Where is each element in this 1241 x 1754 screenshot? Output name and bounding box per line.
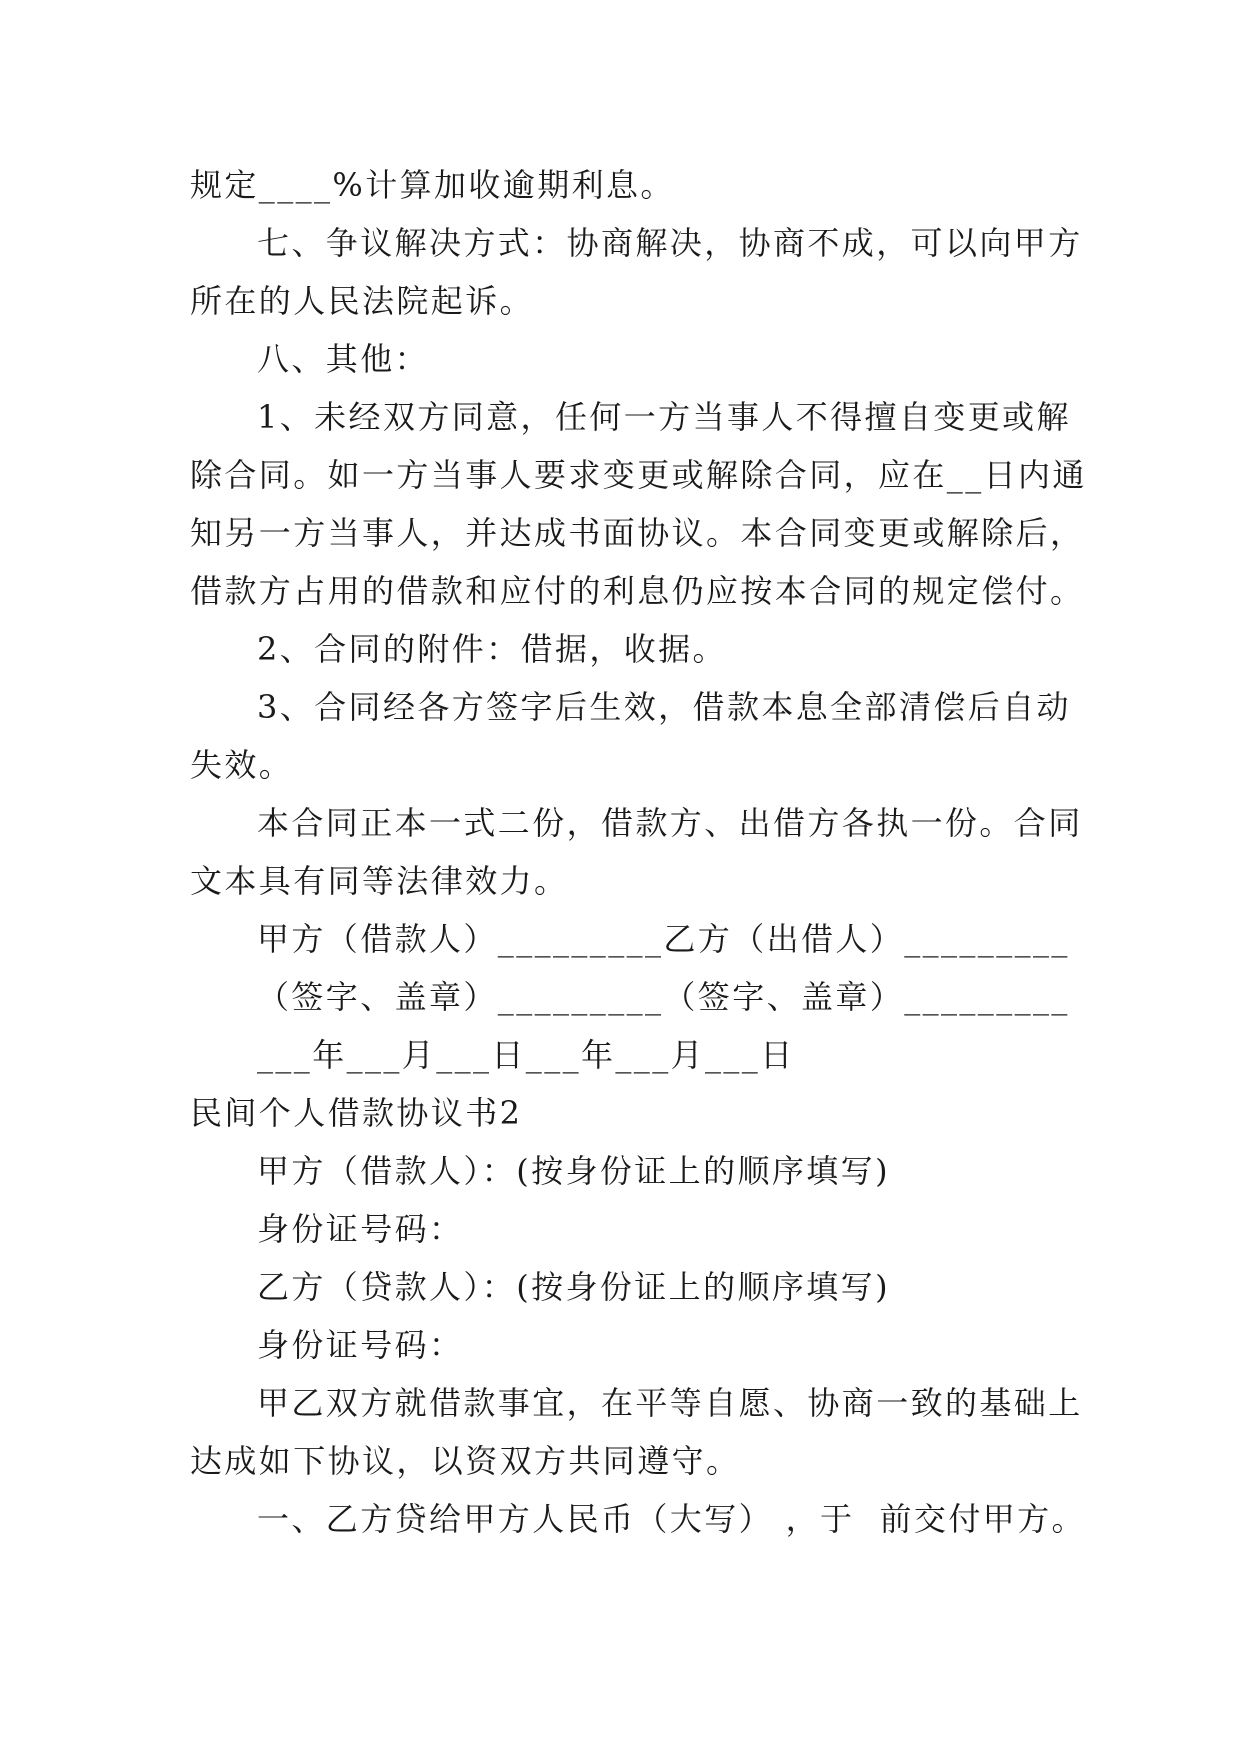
text-line: 本合同正本一式二份，借款方、出借方各执一份。合同 (257, 804, 1083, 842)
document-title: 民间个人借款协议书2 (190, 1094, 523, 1132)
section-heading: 八、其他： (257, 340, 430, 378)
signature-line: 甲方（借款人）_________乙方（出借人）_________ (257, 920, 1070, 958)
text-line: 知另一方当事人，并达成书面协议。本合同变更或解除后， (190, 514, 1085, 552)
text-line: 一、乙方贷给甲方人民币（大写） ，于 前交付甲方。 (257, 1500, 1086, 1538)
text-line: 乙方（贷款人）：(按身份证上的顺序填写) (257, 1268, 890, 1306)
text-line: 3、合同经各方签字后生效，借款本息全部清偿后自动 (257, 688, 1071, 726)
text-line: 2、合同的附件：借据，收据。 (257, 630, 727, 668)
text-line: 规定____%计算加收逾期利息。 (190, 166, 675, 204)
date-line: ___年___月___日___年___月___日 (257, 1036, 795, 1074)
text-line: 七、争议解决方式：协商解决，协商不成，可以向甲方 (257, 224, 1083, 262)
text-line: 身份证号码： (257, 1326, 464, 1364)
text-line: 所在的人民法院起诉。 (190, 282, 535, 320)
text-line: 1、未经双方同意，任何一方当事人不得擅自变更或解 (257, 398, 1071, 436)
text-line: 身份证号码： (257, 1210, 464, 1248)
text-line: 达成如下协议，以资双方共同遵守。 (190, 1442, 741, 1480)
signature-line: （签字、盖章）_________（签字、盖章）_________ (257, 978, 1070, 1016)
text-line: 文本具有同等法律效力。 (190, 862, 569, 900)
text-line: 甲乙双方就借款事宜，在平等自愿、协商一致的基础上 (257, 1384, 1083, 1422)
text-line: 除合同。如一方当事人要求变更或解除合同，应在__日内通 (190, 456, 1087, 494)
text-line: 借款方占用的借款和应付的利息仍应按本合同的规定偿付。 (190, 572, 1085, 610)
text-line: 甲方（借款人）：(按身份证上的顺序填写) (257, 1152, 890, 1190)
text-line: 失效。 (190, 746, 294, 784)
